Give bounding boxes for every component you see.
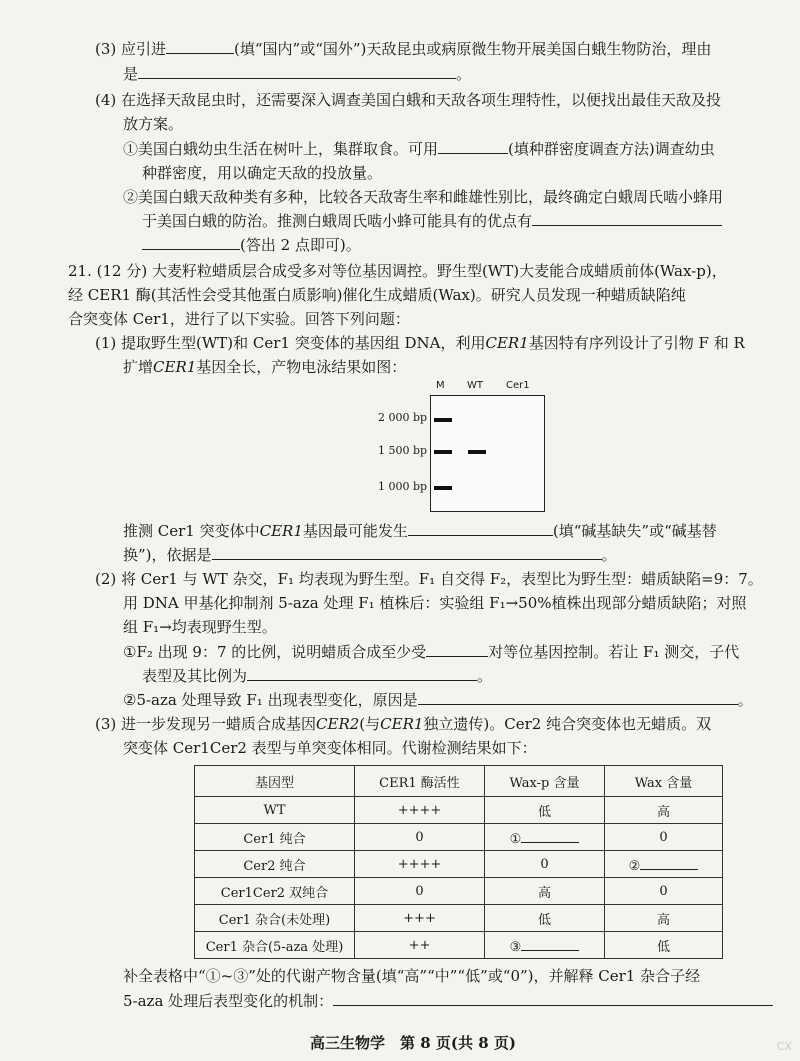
table-cell: Cer1Cer2 双纯合 xyxy=(195,878,355,905)
q21-intro-2: 经 CER1 酶(其活性会受其他蛋白质影响)催化生成蜡质(Wax)。研究人员发现一种蜡质缺陷纯 xyxy=(68,286,686,304)
metabolism-table xyxy=(194,765,723,959)
table-row xyxy=(195,905,723,932)
q21-p1-blank-1[interactable] xyxy=(408,520,553,536)
q4-sub2-line1: ②美国白蛾天敌种类有多种，比较各天敌寄生率和雌雄性别比，最终确定白蛾周氏啮小蜂用 xyxy=(123,188,724,206)
page-footer: 高三生物学 第 8 页(共 8 页) xyxy=(310,1034,516,1052)
table-cell: 0 xyxy=(355,878,485,905)
q3-line1: (3) 应引进 (填“国内”或“国外”)天敌昆虫或病原微生物开展美国白蛾生物防治，理由 xyxy=(95,40,712,58)
table-row xyxy=(195,851,723,878)
gel-electrophoresis-figure xyxy=(430,395,545,512)
table-header-cell: 基因型 xyxy=(195,766,355,797)
q21-p2-blank-1[interactable] xyxy=(426,641,488,657)
q3-line2: 是 。 xyxy=(123,65,472,83)
gel-marker-1500-label: 1 500 bp xyxy=(378,444,428,457)
q4-line1: (4) 在选择天敌昆虫时，还需要深入调查美国白蛾和天敌各项生理特性，以便找出最佳天敌及投 xyxy=(95,91,722,109)
q21-p2-line5: 表型及其比例为 。 xyxy=(142,667,493,685)
q21-p1-line3: 推测 Cer1 突变体中CER1基因最可能发生 (填“碱基缺失”或“碱基替 xyxy=(123,522,717,540)
table-cell: ++ xyxy=(355,932,485,959)
table-row xyxy=(195,797,723,824)
q21-p3-line2: 突变体 Cer1Cer2 表型与单突变体相同。代谢检测结果如下： xyxy=(123,739,537,757)
q4-sub2-line3: (答出 2 点即可)。 xyxy=(142,234,361,256)
q4-blank-1[interactable] xyxy=(438,138,508,154)
gel-lane-label-cer1: Cer1 xyxy=(506,380,530,391)
table-row xyxy=(195,878,723,905)
table-cell: 高 xyxy=(605,905,723,932)
q21-intro-3: 合突变体 Cer1，进行了以下实验。回答下列问题： xyxy=(68,310,410,328)
q21-p2-line3: 组 F₁→均表现野生型。 xyxy=(123,618,277,636)
gel-band-marker-2000 xyxy=(434,418,452,422)
table-cell: 低 xyxy=(485,797,605,824)
q4-blank-2[interactable] xyxy=(532,210,722,226)
table-cell-blank-2[interactable]: ② xyxy=(605,851,723,878)
table-cell: 高 xyxy=(605,797,723,824)
watermark: CX xyxy=(776,1040,792,1053)
table-cell: +++ xyxy=(355,905,485,932)
q21-p2-line6: ②5-aza 处理导致 F₁ 出现表型变化，原因是 。 xyxy=(123,691,753,709)
q3-blank-1[interactable] xyxy=(166,38,234,54)
table-header-cell: Wax-p 含量 xyxy=(485,766,605,797)
gel-band-marker-1000 xyxy=(434,486,452,490)
q21-p3-tail-2: 5-aza 处理后表型变化的机制： xyxy=(123,990,773,1012)
q21-p2-blank-2[interactable] xyxy=(247,665,477,681)
q4-sub1-line1: ①美国白蛾幼虫生活在树叶上，集群取食。可用 (填种群密度调查方法)调查幼虫 xyxy=(123,140,715,158)
table-cell: Cer1 纯合 xyxy=(195,824,355,851)
table-row xyxy=(195,932,723,959)
table-header-cell: Wax 含量 xyxy=(605,766,723,797)
table-cell: 高 xyxy=(485,878,605,905)
gel-lane-label-m: M xyxy=(436,380,445,391)
gel-band-wt xyxy=(468,450,486,454)
q21-p2-line2: 用 DNA 甲基化抑制剂 5-aza 处理 F₁ 植株后：实验组 F₁→50%植株出现部分蜡质缺陷；对照 xyxy=(123,594,747,612)
table-cell: 0 xyxy=(355,824,485,851)
table-cell: 0 xyxy=(605,878,723,905)
table-cell-blank-1[interactable]: ① xyxy=(485,824,605,851)
table-cell: ++++ xyxy=(355,797,485,824)
table-cell: Cer1 杂合(未处理) xyxy=(195,905,355,932)
gel-marker-2000-label: 2 000 bp xyxy=(378,411,428,424)
table-cell-blank-3[interactable]: ③ xyxy=(485,932,605,959)
q21-intro-1: 21. (12 分) 大麦籽粒蜡质层合成受多对等位基因调控。野生型(WT)大麦能合成蜡质前体(Wax-p)， xyxy=(68,262,727,280)
q21-p2-blank-3[interactable] xyxy=(418,689,738,705)
table-cell: 低 xyxy=(605,932,723,959)
table-cell: 0 xyxy=(485,851,605,878)
q21-p1-line2: 扩增CER1基因全长，产物电泳结果如图： xyxy=(123,358,407,376)
gel-band-marker-1500 xyxy=(434,450,452,454)
q21-p3-line1: (3) 进一步发现另一蜡质合成基因CER2(与CER1独立遗传)。Cer2 纯合突变体也无蜡质。双 xyxy=(95,715,712,733)
q3-blank-2[interactable] xyxy=(138,63,456,79)
q21-p2-line1: (2) 将 Cer1 与 WT 杂交，F₁ 均表现为野生型。F₁ 自交得 F₂，表型比为野生型：蜡质缺陷=9：7。 xyxy=(95,570,763,588)
gel-marker-1000-label: 1 000 bp xyxy=(378,480,428,493)
table-header-cell: CER1 酶活性 xyxy=(355,766,485,797)
q21-p3-tail-1: 补全表格中“①~③”处的代谢产物含量(填“高”“中”“低”或“0”)，并解释 Cer1 杂合子经 xyxy=(123,967,701,985)
q21-p2-line4: ①F₂ 出现 9：7 的比例，说明蜡质合成至少受 对等位基因控制。若让 F₁ 测交，子代 xyxy=(123,643,740,661)
table-cell: WT xyxy=(195,797,355,824)
q4-sub2-line2: 于美国白蛾的防治。推测白蛾周氏啮小蜂可能具有的优点有 xyxy=(142,210,722,232)
table-header-row xyxy=(195,766,723,797)
q4-sub1-line2: 种群密度，用以确定天敌的投放量。 xyxy=(142,164,383,182)
q21-p1-line4: 换”)，依据是 。 xyxy=(123,546,617,564)
table-cell: Cer2 纯合 xyxy=(195,851,355,878)
gel-lane-label-wt: WT xyxy=(467,380,483,391)
table-row xyxy=(195,824,723,851)
q21-p1-line1: (1) 提取野生型(WT)和 Cer1 突变体的基因组 DNA，利用CER1基因特有序列设计了引物 F 和 R xyxy=(95,334,745,352)
q4-blank-3[interactable] xyxy=(142,234,240,250)
table-cell: 0 xyxy=(605,824,723,851)
q21-p3-blank-final[interactable] xyxy=(333,990,773,1006)
q4-line2: 放方案。 xyxy=(123,115,184,133)
table-cell: 低 xyxy=(485,905,605,932)
table-cell: ++++ xyxy=(355,851,485,878)
table-cell: Cer1 杂合(5-aza 处理) xyxy=(195,932,355,959)
q21-p1-blank-2[interactable] xyxy=(212,544,602,560)
